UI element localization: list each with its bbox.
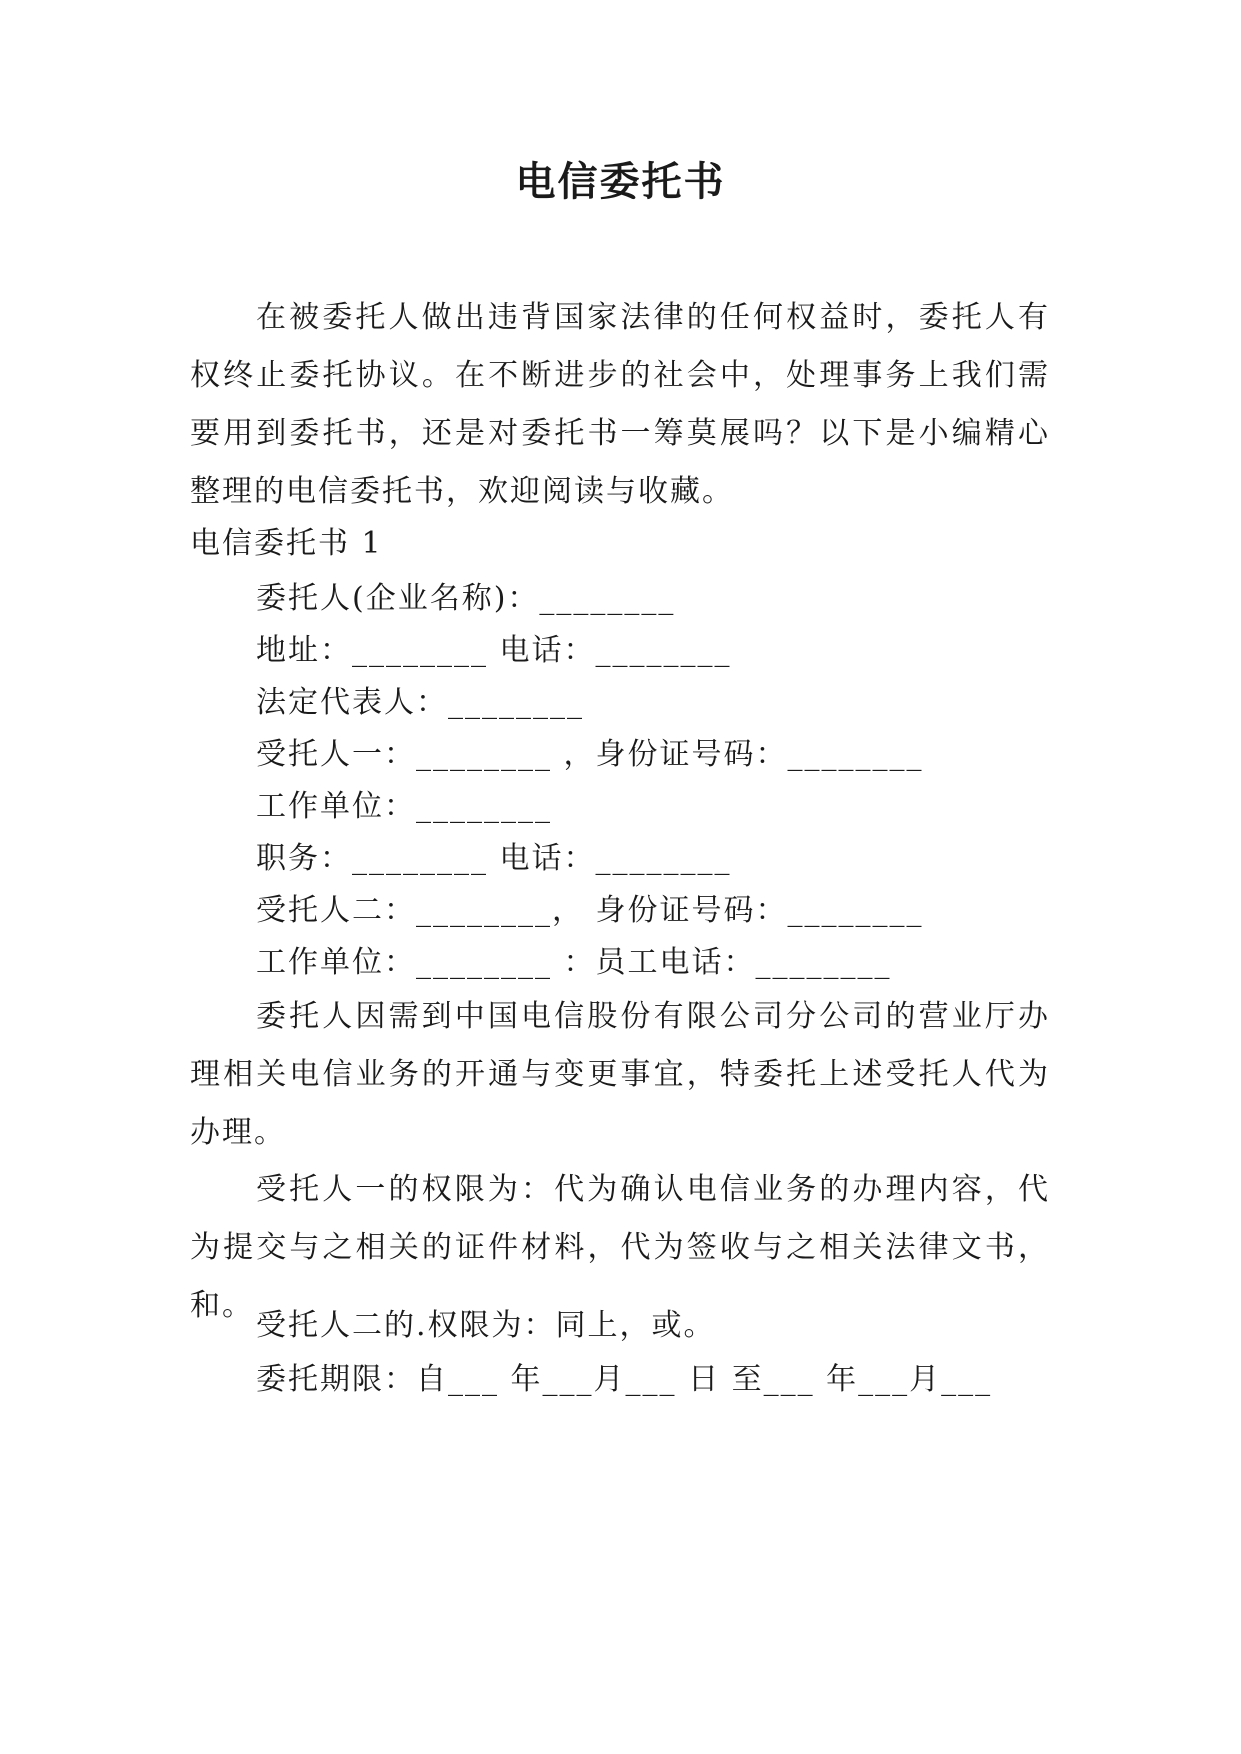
field-principal-company: 委托人(企业名称)：________ <box>256 581 676 616</box>
section-heading: 电信委托书 1 <box>190 526 383 561</box>
delegation-period-line: 委托期限：自___ 年___月___ 日 至___ 年___月___ <box>256 1362 993 1397</box>
intro-paragraph: 在被委托人做出违背国家法律的任何权益时，委托人有权终止委托协议。在不断进步的社会中，处理事务上我们需要用到委托书，还是对委托书一筹莫展吗？以下是小编精心整理的电信委托书，欢迎阅读与收藏。 <box>190 300 1050 509</box>
field-address-phone: 地址：________ 电话：________ <box>256 633 732 668</box>
agent-one-authority-paragraph: 受托人一的权限为：代为确认电信业务的办理内容，代为提交与之相关的证件材料，代为签收与之相关法律文书，和。 <box>190 1172 1050 1323</box>
field-agent-two-id: 受托人二：________， 身份证号码：________ <box>256 893 924 928</box>
field-agent-two-employer-phone: 工作单位：________ ：员工电话：________ <box>256 945 892 980</box>
authorization-paragraph: 委托人因需到中国电信股份有限公司分公司的营业厅办理相关电信业务的开通与变更事宜，特委托上述受托人代为办理。 <box>190 999 1050 1150</box>
field-legal-representative: 法定代表人：________ <box>256 685 584 720</box>
document-title: 电信委托书 <box>515 159 726 205</box>
field-agent-one-employer: 工作单位：________ <box>256 789 552 824</box>
field-agent-one-id: 受托人一：________ ，身份证号码：________ <box>256 737 924 772</box>
agent-two-authority-paragraph: 受托人二的.权限为：同上，或。 <box>256 1308 716 1343</box>
field-agent-one-position-phone: 职务：________ 电话：________ <box>256 841 732 876</box>
